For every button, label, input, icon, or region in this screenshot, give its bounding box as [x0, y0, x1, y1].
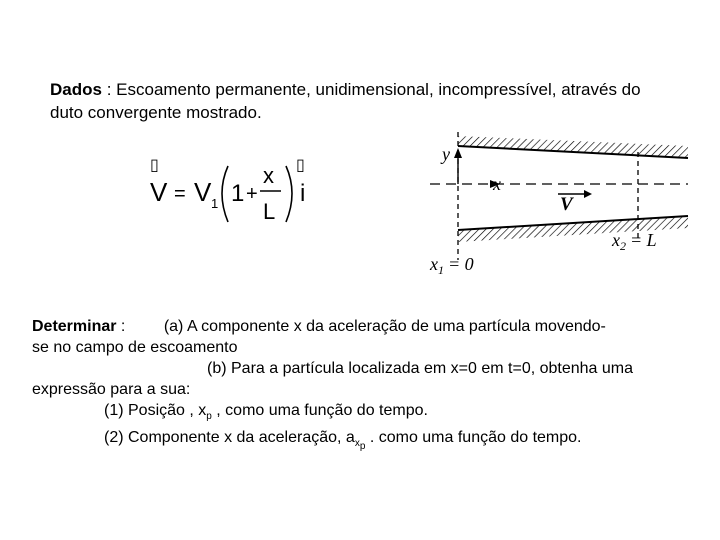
- eq-unit-i: i: [300, 180, 306, 207]
- given-label: Dados: [50, 80, 102, 99]
- item-2-subscript-p: p: [359, 441, 366, 453]
- vector-mark-i: ▯: [296, 155, 305, 174]
- eq-one: 1: [231, 180, 245, 207]
- y-axis-arrowhead: [454, 148, 462, 158]
- part-a-line: [32, 316, 672, 337]
- item-1-post: , como uma função do tempo.: [211, 402, 428, 419]
- given-statement: [50, 78, 670, 124]
- part-b-continuation: expressão para a sua:: [32, 381, 191, 398]
- x2-subscript: 2: [620, 239, 626, 253]
- given-text: : Escoamento permanente, unidimensional, incompressível, através do duto convergente mostrado.: [50, 80, 641, 122]
- x2-equals: = L: [630, 230, 657, 250]
- right-paren: [286, 166, 292, 222]
- item-2-post: . como uma função do tempo.: [365, 429, 582, 447]
- eq-numerator-x: x: [263, 163, 274, 188]
- task-label-colon: :: [116, 318, 126, 335]
- eq-denominator-l: L: [263, 199, 276, 224]
- eq-equals: =: [174, 183, 186, 205]
- x2-label: [611, 230, 657, 253]
- eq-v1-subscript: 1: [211, 196, 219, 211]
- item-2-acceleration: [32, 427, 672, 454]
- converging-duct-diagram: [420, 132, 690, 282]
- velocity-equation: [150, 152, 320, 232]
- x-axis-label: x: [493, 174, 501, 194]
- x1-base: x: [430, 254, 438, 274]
- item-2-pre: (2) Componente x da aceleração, a: [104, 429, 355, 447]
- task-label: Determinar: [32, 318, 117, 335]
- x1-label: [429, 254, 474, 277]
- part-a-continuation: se no campo de escoamento: [32, 339, 238, 356]
- left-paren: [222, 166, 228, 222]
- item-1-position: [32, 400, 672, 427]
- x2-base: x: [612, 230, 620, 250]
- eq-v1: V: [194, 177, 212, 207]
- vector-mark-v: ▯: [150, 155, 159, 174]
- part-b-text: (b) Para a partícula localizada em x=0 em t=0, obtenha uma: [207, 360, 634, 377]
- velocity-arrowhead: [584, 190, 592, 198]
- y-axis-label: y: [442, 144, 450, 164]
- task-statement: [32, 316, 672, 454]
- item-2-subscript-x: x: [354, 438, 360, 450]
- velocity-label: V: [560, 194, 573, 215]
- item-1-pre: (1) Posição , x: [104, 402, 207, 419]
- eq-plus: +: [246, 183, 258, 205]
- x1-subscript: 1: [438, 263, 444, 277]
- part-a-text: (a) A componente x da aceleração de uma partícula movendo-: [163, 318, 606, 335]
- item-1-subscript: p: [206, 411, 212, 423]
- x1-equals: = 0: [448, 254, 474, 274]
- eq-lhs-v: V: [150, 177, 168, 207]
